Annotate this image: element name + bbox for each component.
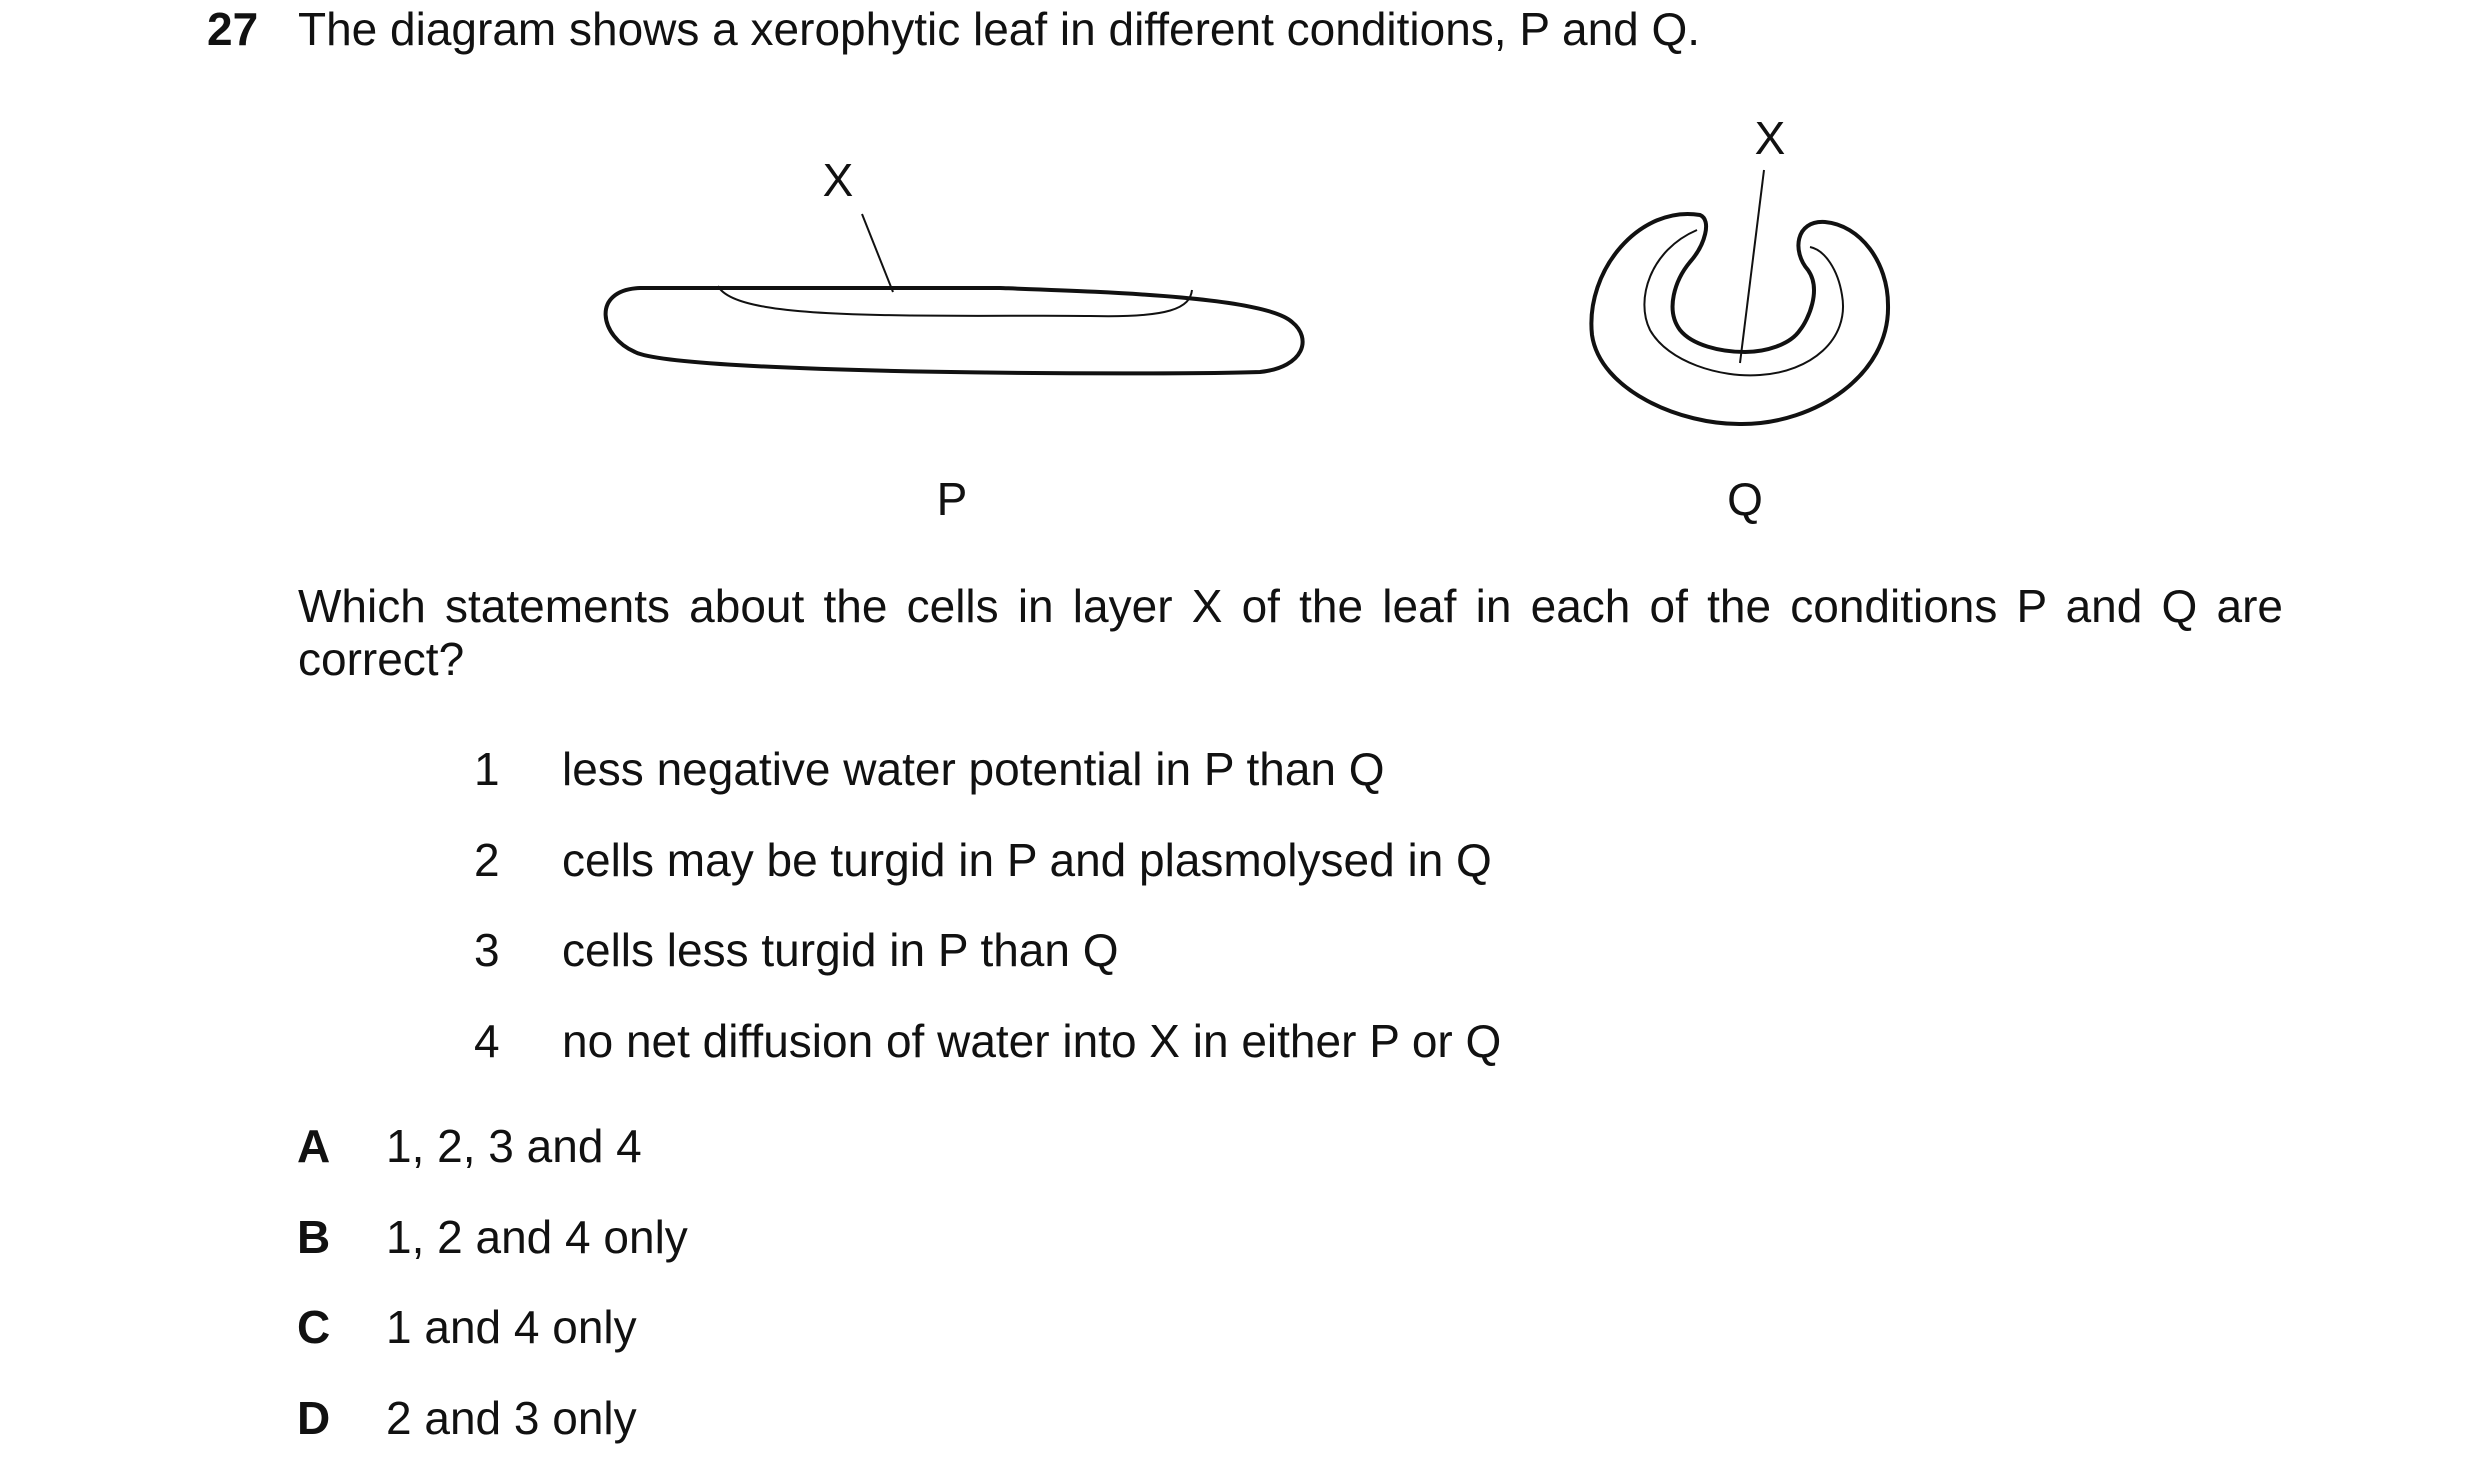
statement-number: 1 [474, 743, 500, 795]
leaf-q-pointer-line [1740, 170, 1764, 363]
option-d-letter[interactable]: D [297, 1392, 331, 1444]
question-number: 27 [207, 3, 259, 55]
leaf-p-label-x: X [822, 154, 854, 206]
leaf-p-outline [606, 288, 1303, 373]
leaf-q-figure [1591, 112, 1888, 525]
leaf-p-layer-x [718, 286, 1192, 316]
leaf-p-figure [606, 154, 1303, 525]
option-b-text[interactable]: 1, 2 and 4 only [386, 1211, 688, 1263]
statement-number: 3 [474, 924, 500, 976]
leaf-q-caption: Q [1727, 473, 1763, 525]
option-b-letter[interactable]: B [297, 1211, 331, 1263]
option-a-letter[interactable]: A [297, 1120, 331, 1172]
option-d-text[interactable]: 2 and 3 only [386, 1392, 637, 1444]
leaf-diagram [0, 0, 2480, 560]
option-c-letter[interactable]: C [297, 1301, 331, 1353]
statement-text: cells less turgid in P than Q [562, 924, 1119, 976]
statement-text: no net diffusion of water into X in either P or Q [562, 1015, 1502, 1067]
statement-text: less negative water potential in P than Q [562, 743, 1385, 795]
leaf-q-label-x: X [1754, 112, 1786, 164]
option-c-text[interactable]: 1 and 4 only [386, 1301, 637, 1353]
leaf-p-caption: P [936, 473, 968, 525]
statement-text: cells may be turgid in P and plasmolysed in Q [562, 834, 1492, 886]
leaf-p-pointer-line [862, 214, 893, 292]
option-a-text[interactable]: 1, 2, 3 and 4 [386, 1120, 642, 1172]
statement-number: 2 [474, 834, 500, 886]
leaf-q-outline-outer [1591, 214, 1888, 424]
question-stem: Which statements about the cells in layer X of the leaf in each of the conditions P and Q are correct? [298, 580, 2283, 685]
question-title: The diagram shows a xerophytic leaf in different conditions, P and Q. [298, 3, 1701, 55]
statement-number: 4 [474, 1015, 500, 1067]
